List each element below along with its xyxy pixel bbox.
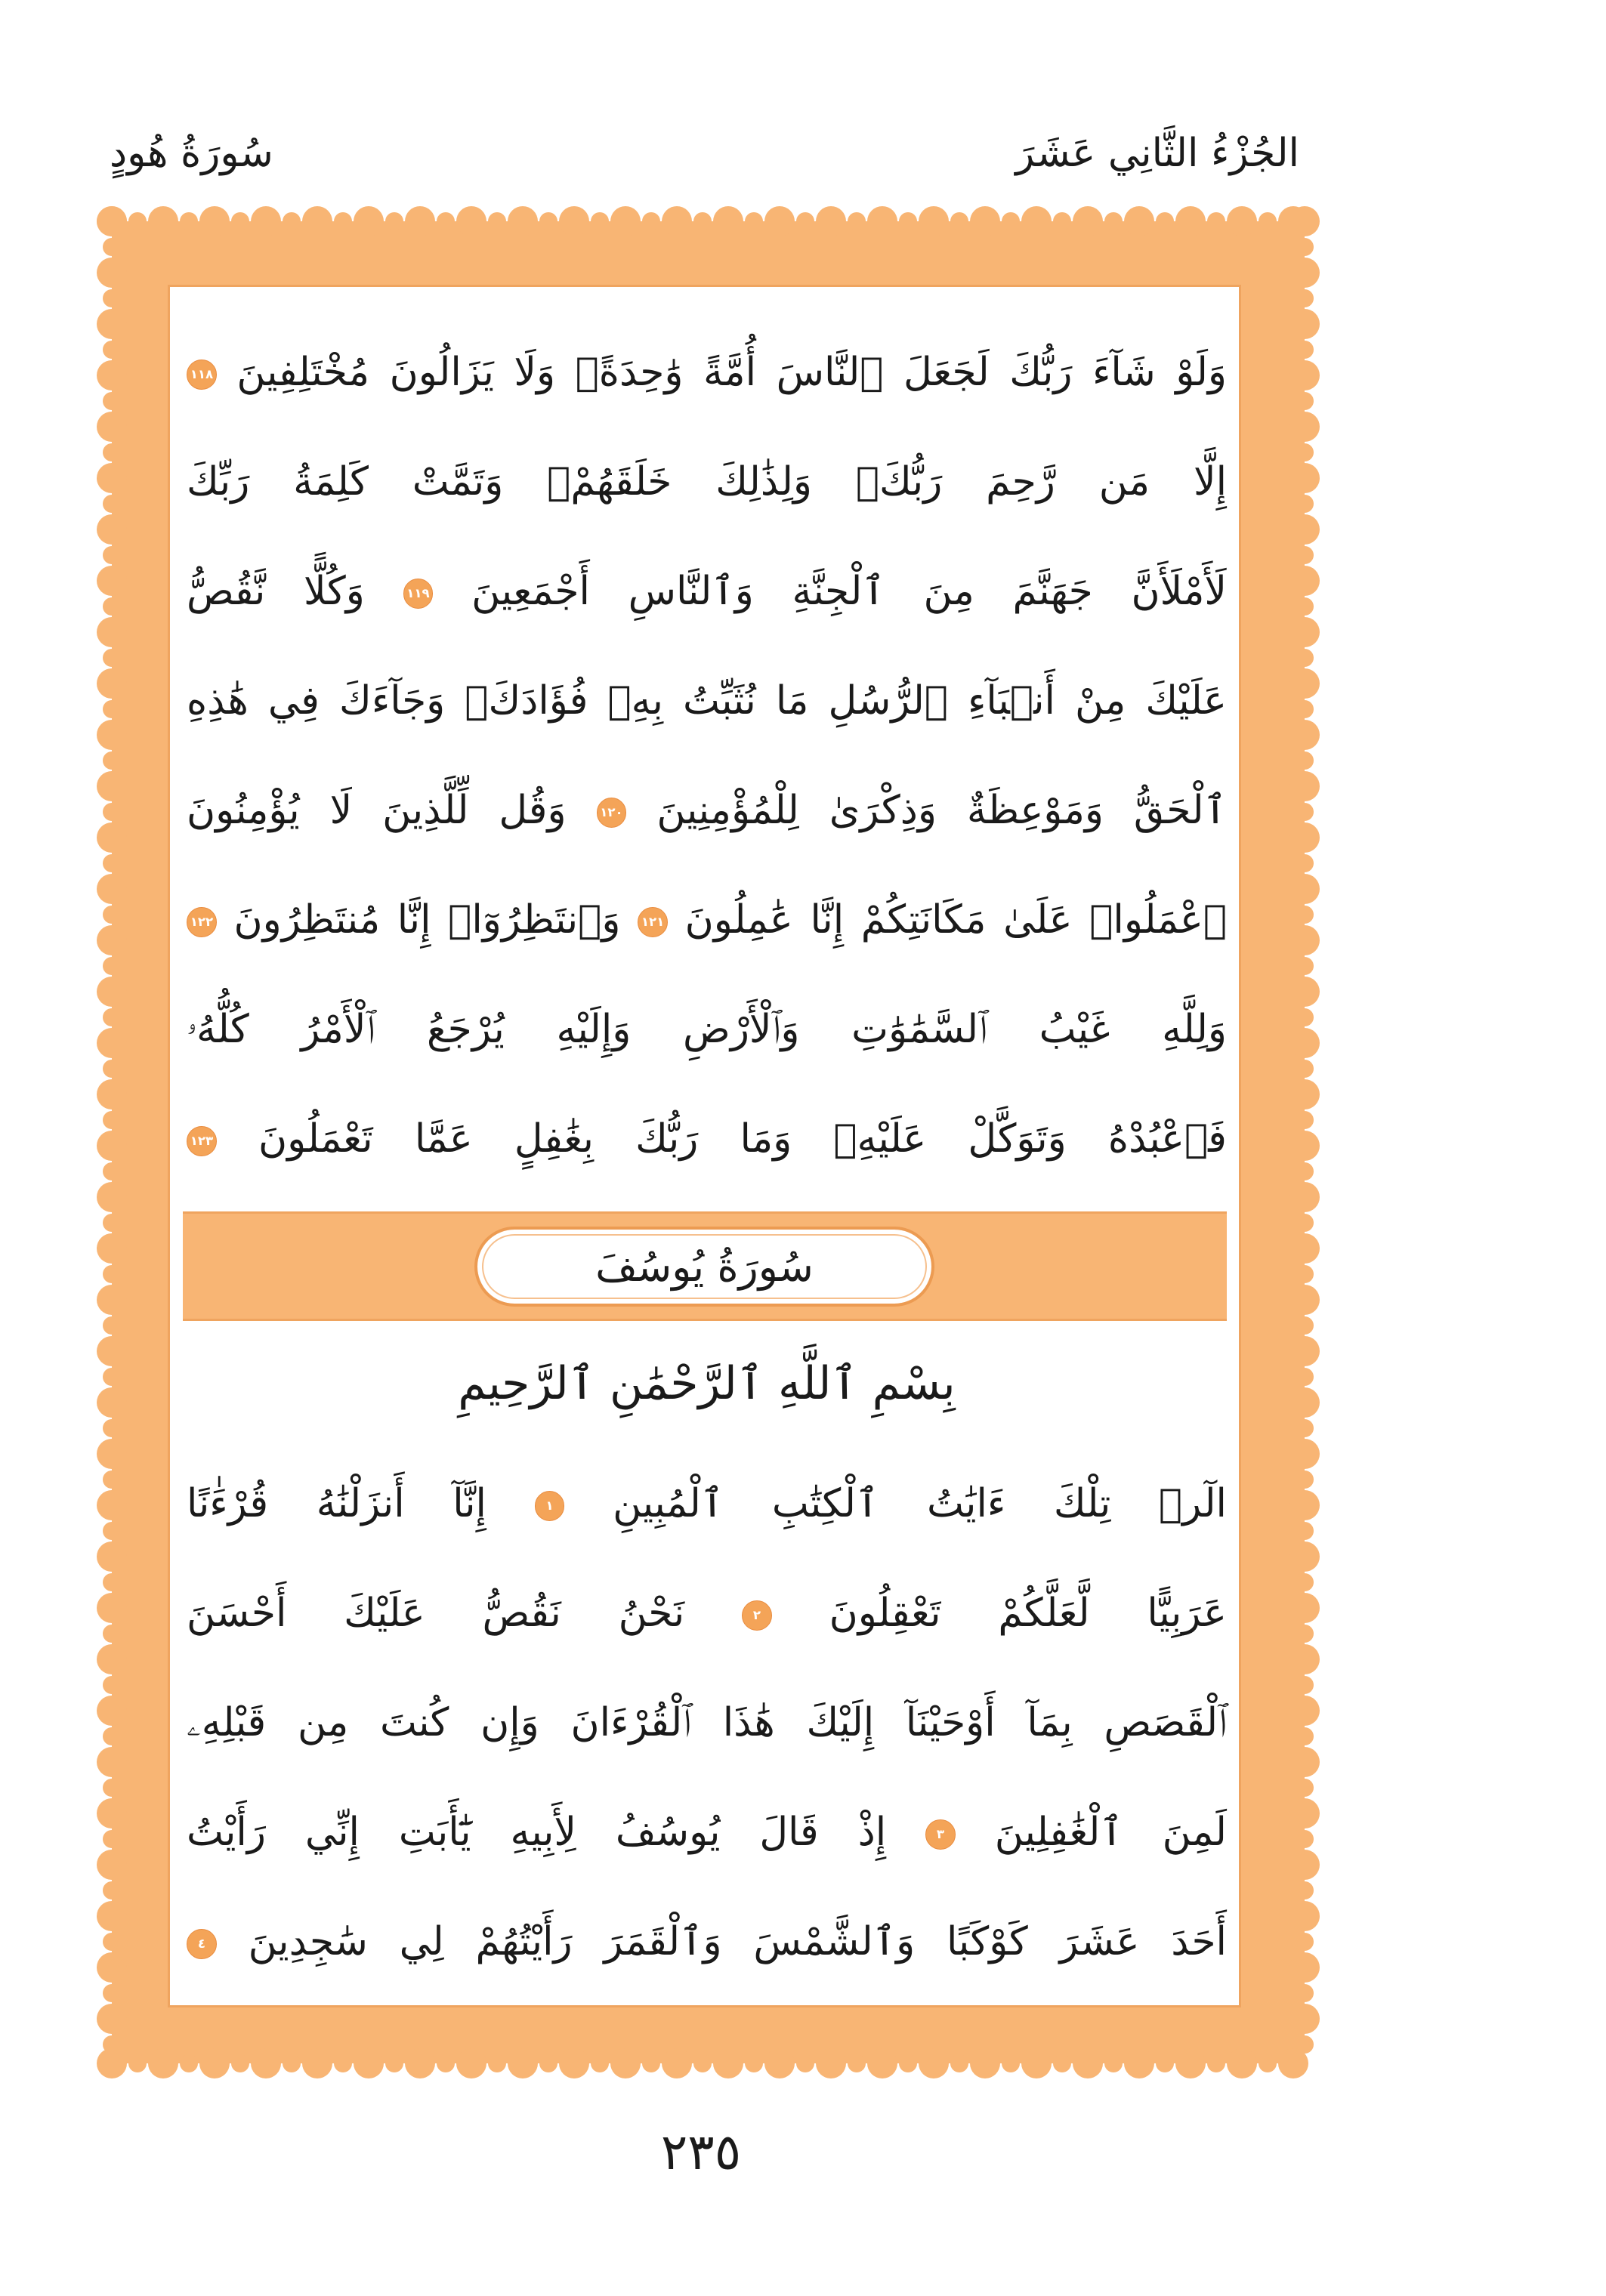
verse-text: إِنَّآ أَنزَلْنَٰهُ قُرْءَٰنًا (187, 1481, 486, 1526)
border-scallop (103, 854, 121, 872)
border-scallop (1289, 1336, 1320, 1366)
border-scallop (199, 2048, 230, 2078)
border-scallop (103, 1111, 121, 1129)
border-scallop (1296, 1470, 1314, 1489)
border-scallop (334, 2054, 352, 2072)
border-scallop (1073, 206, 1103, 236)
border-scallop (1296, 1573, 1314, 1591)
border-scallop (97, 1182, 127, 1212)
border-scallop (103, 1779, 121, 1797)
border-scallop (1296, 1881, 1314, 1899)
border-scallop (642, 2054, 660, 2072)
border-scallop (103, 546, 121, 564)
border-scallop (97, 1387, 127, 1418)
surah-name-label: سُورَةُ هُودٍ (110, 131, 273, 176)
border-scallop (103, 1368, 121, 1386)
verse-line-2 (187, 429, 1227, 535)
border-scallop (97, 514, 127, 545)
border-scallop (693, 2054, 712, 2072)
border-scallop (488, 2054, 506, 2072)
ayah-number-marker: ١٢٣ (187, 1126, 217, 1156)
border-scallop (1289, 258, 1320, 288)
border-scallop (103, 238, 121, 256)
border-scallop (437, 212, 455, 230)
verse-line-1 (187, 319, 1227, 425)
surah-title-text: سُورَةُ يُوسُفَ (595, 1242, 814, 1291)
border-scallop (1289, 1439, 1320, 1469)
border-scallop (662, 206, 692, 236)
border-scallop (1175, 2048, 1206, 2078)
verse-line-5 (187, 758, 1227, 863)
border-scallop (1296, 1727, 1314, 1745)
border-scallop (508, 2048, 538, 2078)
border-scallop (405, 206, 435, 236)
border-scallop (1289, 1798, 1320, 1828)
border-scallop (97, 617, 127, 647)
border-scallop (437, 2054, 455, 2072)
border-scallop (539, 2054, 557, 2072)
verse-text: لَمِنَ ٱلْغَٰفِلِينَ (994, 1810, 1227, 1855)
border-scallop (302, 2048, 332, 2078)
border-scallop (283, 2054, 301, 2072)
border-scallop (1289, 566, 1320, 596)
border-scallop (1289, 1490, 1320, 1520)
border-scallop (1296, 289, 1314, 307)
border-scallop (899, 212, 917, 230)
verse-text: عَلَيْكَ مِنْ أَنۢبَآءِ ٱلرُّسُلِ مَا نُثَبِّتُ بِهِۦ فُؤَادَكَۚ وَجَآءَكَ فِي هَٰذِهِ (187, 678, 1227, 724)
border-scallop (1175, 206, 1206, 236)
border-scallop (103, 1727, 121, 1745)
surah-title (474, 1227, 934, 1307)
border-scallop (405, 2048, 435, 2078)
border-scallop (1296, 2035, 1314, 2054)
border-scallop (1053, 2054, 1071, 2072)
verse-text: وَقُل لِّلَّذِينَ لَا يُؤْمِنُونَ (187, 788, 567, 833)
border-scallop (97, 1131, 127, 1161)
border-scallop (283, 212, 301, 230)
border-scallop (1296, 1625, 1314, 1643)
border-scallop (1296, 906, 1314, 924)
border-scallop (713, 206, 743, 236)
border-scallop (1289, 822, 1320, 853)
verse-line-11 (187, 1670, 1227, 1776)
border-scallop (899, 2054, 917, 2072)
border-scallop (103, 906, 121, 924)
border-scallop (103, 2035, 121, 2054)
border-scallop (97, 668, 127, 699)
border-scallop (1296, 1676, 1314, 1694)
border-scallop (1289, 925, 1320, 955)
verse-text: لَأَمْلَأَنَّ جَهَنَّمَ مِنَ ٱلْجِنَّةِ وَٱلنَّاسِ أَجْمَعِينَ (471, 569, 1228, 614)
verse-text: وَكُلًّا نَّقُصُّ (187, 569, 365, 614)
border-scallop (642, 212, 660, 230)
border-scallop (1296, 1933, 1314, 1951)
border-scallop (693, 212, 712, 230)
border-scallop (610, 206, 641, 236)
border-scallop (97, 1798, 127, 1828)
border-scallop (1002, 212, 1020, 230)
ayah-number-marker: ١١٩ (403, 579, 434, 609)
border-scallop (1124, 206, 1154, 236)
border-scallop (764, 206, 795, 236)
border-scallop (251, 2048, 281, 2078)
border-scallop (1227, 206, 1257, 236)
border-scallop (1296, 1984, 1314, 2002)
border-scallop (1296, 1830, 1314, 1848)
border-scallop (97, 977, 127, 1007)
border-scallop (251, 206, 281, 236)
border-scallop (97, 1285, 127, 1315)
border-scallop (1104, 2054, 1123, 2072)
verse-line-9 (187, 1451, 1227, 1557)
ayah-number-marker: ١١٨ (187, 360, 217, 390)
ayah-number-marker: ٤ (187, 1929, 217, 1959)
border-scallop (816, 206, 846, 236)
verse-text: ٱعْمَلُوا۟ عَلَىٰ مَكَانَتِكُمْ إِنَّا عَٰمِلُونَ (684, 897, 1227, 943)
border-scallop (1296, 1265, 1314, 1283)
border-scallop (1053, 212, 1071, 230)
border-scallop (103, 957, 121, 975)
border-scallop (97, 874, 127, 904)
verse-text: عَرَبِيًّا لَّعَلَّكُمْ تَعْقِلُونَ (829, 1591, 1227, 1636)
border-scallop (103, 1830, 121, 1848)
border-scallop (148, 206, 178, 236)
border-scallop (662, 2048, 692, 2078)
border-scallop (103, 597, 121, 616)
border-scallop (1296, 700, 1314, 718)
border-scallop (559, 2048, 589, 2078)
ayah-number-marker: ١٢٢ (187, 907, 217, 937)
border-scallop (97, 566, 127, 596)
border-scallop (950, 212, 968, 230)
border-scallop (231, 2054, 249, 2072)
border-scallop (1296, 1522, 1314, 1540)
border-scallop (1289, 1850, 1320, 1880)
border-scallop (97, 1644, 127, 1674)
verse-line-4 (187, 648, 1227, 754)
border-scallop (97, 1541, 127, 1572)
border-scallop (816, 2048, 846, 2078)
border-scallop (1289, 1285, 1320, 1315)
border-scallop (796, 2054, 814, 2072)
border-scallop (848, 212, 866, 230)
ayah-number-marker: ٢ (742, 1600, 772, 1631)
verse-text: وَٱنتَظِرُوٓا۟ إِنَّا مُنتَظِرُونَ (233, 897, 621, 943)
border-scallop (591, 212, 609, 230)
border-scallop (97, 463, 127, 493)
verse-text: إِذْ قَالَ يُوسُفُ لِأَبِيهِ يَٰٓأَبَتِ إِنِّي رَأَيْتُ (187, 1810, 887, 1855)
border-scallop (1289, 977, 1320, 1007)
border-scallop (1289, 2004, 1320, 2034)
border-scallop (591, 2054, 609, 2072)
verse-text: ٱلْقَصَصِ بِمَآ أَوْحَيْنَآ إِلَيْكَ هَٰذَا ٱلْقُرْءَانَ وَإِن كُنتَ مِن قَبْلِهِۦ (187, 1700, 1227, 1745)
border-scallop (1124, 2048, 1154, 2078)
border-scallop (334, 212, 352, 230)
border-scallop (1289, 463, 1320, 493)
border-scallop (1289, 1541, 1320, 1572)
border-scallop (103, 1676, 121, 1694)
border-scallop (950, 2054, 968, 2072)
verse-text: نَحْنُ نَقُصُّ عَلَيْكَ أَحْسَنَ (187, 1591, 685, 1636)
border-scallop (103, 1419, 121, 1437)
border-scallop (103, 1008, 121, 1026)
border-scallop (970, 2048, 1000, 2078)
border-scallop (103, 700, 121, 718)
border-scallop (1296, 1368, 1314, 1386)
verse-text: إِلَّا مَن رَّحِمَ رَبُّكَۚ وَلِذَٰلِكَ خَلَقَهُمْۗ وَتَمَّتْ كَلِمَةُ رَبِّكَ (187, 459, 1227, 505)
verse-text: الٓرۚ تِلْكَ ءَايَٰتُ ٱلْكِتَٰبِ ٱلْمُبِينِ (613, 1481, 1227, 1526)
border-scallop (97, 1901, 127, 1931)
border-scallop (1227, 2048, 1257, 2078)
border-scallop (1289, 771, 1320, 801)
border-scallop (1289, 514, 1320, 545)
ayah-number-marker: ١ (535, 1491, 565, 1521)
border-scallop (97, 309, 127, 339)
border-scallop (1296, 597, 1314, 616)
verse-line-8 (187, 1086, 1227, 1192)
border-scallop (1289, 1901, 1320, 1931)
border-scallop (1289, 1079, 1320, 1109)
border-scallop (1289, 1747, 1320, 1777)
verse-line-10 (187, 1560, 1227, 1666)
border-scallop (103, 1522, 121, 1540)
border-scallop (1296, 495, 1314, 513)
border-scallop (1296, 443, 1314, 461)
border-scallop (103, 1933, 121, 1951)
border-scallop (539, 212, 557, 230)
border-scallop (1296, 751, 1314, 770)
border-scallop (1296, 957, 1314, 975)
verse-line-6 (187, 867, 1227, 973)
border-scallop (385, 212, 403, 230)
border-scallop (148, 2048, 178, 2078)
juz-label: الجُزْءُ الثَّانِي عَشَرَ (1015, 131, 1299, 176)
border-scallop (97, 1696, 127, 1726)
verse-line-13 (187, 1889, 1227, 1995)
border-scallop (1296, 1779, 1314, 1797)
border-scallop (1296, 1214, 1314, 1232)
border-scallop (1104, 212, 1123, 230)
border-scallop (1289, 1952, 1320, 1983)
border-scallop (1289, 668, 1320, 699)
border-scallop (1296, 238, 1314, 256)
verse-text: وَلِلَّهِ غَيْبُ ٱلسَّمَٰوَٰتِ وَٱلْأَرْضِ وَإِلَيْهِ يُرْجَعُ ٱلْأَمْرُ كُلُّهُۥ (187, 1007, 1227, 1052)
border-scallop (1289, 412, 1320, 442)
border-scallop (1296, 546, 1314, 564)
border-scallop (1289, 1233, 1320, 1264)
border-scallop (1289, 720, 1320, 750)
verse-text: أَحَدَ عَشَرَ كَوْكَبًا وَٱلشَّمْسَ وَٱلْقَمَرَ رَأَيْتُهُمْ لِي سَٰجِدِينَ (248, 1919, 1227, 1964)
border-scallop (97, 720, 127, 750)
border-scallop (103, 1162, 121, 1180)
border-scallop (97, 1747, 127, 1777)
border-scallop (919, 206, 949, 236)
border-scallop (1289, 874, 1320, 904)
border-scallop (1289, 1593, 1320, 1623)
border-scallop (867, 206, 897, 236)
border-scallop (745, 2054, 763, 2072)
border-scallop (103, 751, 121, 770)
border-scallop (97, 925, 127, 955)
border-scallop (919, 2048, 949, 2078)
ayah-number-marker: ١٢٠ (597, 798, 627, 828)
border-scallop (970, 206, 1000, 236)
border-scallop (103, 1881, 121, 1899)
border-scallop (103, 1316, 121, 1335)
border-scallop (1289, 1131, 1320, 1161)
border-scallop (128, 2054, 147, 2072)
border-scallop (1296, 392, 1314, 410)
border-scallop (103, 392, 121, 410)
border-scallop (103, 341, 121, 359)
verse-line-3 (187, 539, 1227, 644)
border-scallop (508, 206, 538, 236)
border-scallop (97, 1952, 127, 1983)
border-scallop (1296, 1162, 1314, 1180)
border-scallop (1289, 360, 1320, 390)
border-scallop (1021, 2048, 1052, 2078)
border-scallop (180, 212, 198, 230)
border-scallop (1289, 309, 1320, 339)
border-scallop (1156, 212, 1174, 230)
border-scallop (1289, 1387, 1320, 1418)
border-scallop (97, 822, 127, 853)
border-scallop (1296, 341, 1314, 359)
border-scallop (1289, 1182, 1320, 1212)
border-scallop (1289, 1028, 1320, 1058)
border-scallop (103, 1573, 121, 1591)
border-scallop (1289, 206, 1320, 236)
border-scallop (97, 1593, 127, 1623)
border-scallop (103, 1470, 121, 1489)
border-scallop (1259, 212, 1277, 230)
border-scallop (1207, 212, 1225, 230)
border-scallop (103, 1265, 121, 1283)
border-scallop (867, 2048, 897, 2078)
border-scallop (1207, 2054, 1225, 2072)
border-scallop (180, 2054, 198, 2072)
border-scallop (103, 649, 121, 667)
border-scallop (1296, 649, 1314, 667)
border-scallop (103, 289, 121, 307)
border-scallop (97, 1439, 127, 1469)
border-scallop (97, 258, 127, 288)
border-scallop (302, 206, 332, 236)
border-scallop (1259, 2054, 1277, 2072)
border-scallop (796, 212, 814, 230)
border-scallop (745, 212, 763, 230)
border-scallop (848, 2054, 866, 2072)
border-scallop (559, 206, 589, 236)
ayah-number-marker: ٣ (925, 1819, 956, 1850)
border-scallop (97, 1233, 127, 1264)
border-scallop (456, 2048, 486, 2078)
ayah-number-marker: ١٢١ (638, 907, 668, 937)
border-scallop (103, 1625, 121, 1643)
verse-line-12 (187, 1779, 1227, 1885)
border-scallop (1296, 1008, 1314, 1026)
border-scallop (610, 2048, 641, 2078)
border-scallop (1021, 206, 1052, 236)
border-scallop (1289, 1696, 1320, 1726)
border-scallop (103, 1984, 121, 2002)
border-scallop (97, 206, 127, 236)
verse-text: وَلَوْ شَآءَ رَبُّكَ لَجَعَلَ ٱلنَّاسَ أُمَّةً وَٰحِدَةًۖ وَلَا يَزَالُونَ مُخْتَلِفِينَ (236, 350, 1227, 395)
border-scallop (97, 1079, 127, 1109)
border-scallop (97, 1490, 127, 1520)
border-scallop (128, 212, 147, 230)
border-scallop (1296, 1316, 1314, 1335)
border-scallop (231, 212, 249, 230)
border-scallop (764, 2048, 795, 2078)
border-scallop (1296, 1419, 1314, 1437)
border-scallop (97, 1028, 127, 1058)
border-scallop (97, 1336, 127, 1366)
border-scallop (1296, 854, 1314, 872)
basmala: بِسْمِ ٱللَّهِ ٱلرَّحْمَٰنِ ٱلرَّحِيمِ (458, 1357, 956, 1410)
border-scallop (1156, 2054, 1174, 2072)
border-scallop (103, 495, 121, 513)
border-scallop (713, 2048, 743, 2078)
border-scallop (1289, 1644, 1320, 1674)
border-scallop (97, 412, 127, 442)
border-scallop (1296, 1111, 1314, 1129)
border-scallop (1296, 803, 1314, 821)
border-scallop (97, 360, 127, 390)
border-scallop (199, 206, 230, 236)
border-scallop (103, 1060, 121, 1078)
border-scallop (1073, 2048, 1103, 2078)
border-scallop (488, 212, 506, 230)
border-scallop (354, 206, 384, 236)
border-scallop (354, 2048, 384, 2078)
border-scallop (1296, 1060, 1314, 1078)
border-scallop (97, 1850, 127, 1880)
border-scallop (103, 803, 121, 821)
verse-text: فَٱعْبُدْهُ وَتَوَكَّلْ عَلَيْهِۚ وَمَا رَبُّكَ بِغَٰفِلٍ عَمَّا تَعْمَلُونَ (258, 1116, 1227, 1162)
border-scallop (1289, 617, 1320, 647)
border-scallop (385, 2054, 403, 2072)
border-scallop (103, 1214, 121, 1232)
border-scallop (456, 206, 486, 236)
border-scallop (97, 2004, 127, 2034)
border-scallop (1002, 2054, 1020, 2072)
verse-text: ٱلْحَقُّ وَمَوْعِظَةٌ وَذِكْرَىٰ لِلْمُؤْمِنِينَ (656, 788, 1227, 833)
verse-line-7 (187, 977, 1227, 1082)
page-number: ٢٣٥ (660, 2123, 742, 2181)
border-scallop (103, 443, 121, 461)
border-scallop (97, 771, 127, 801)
